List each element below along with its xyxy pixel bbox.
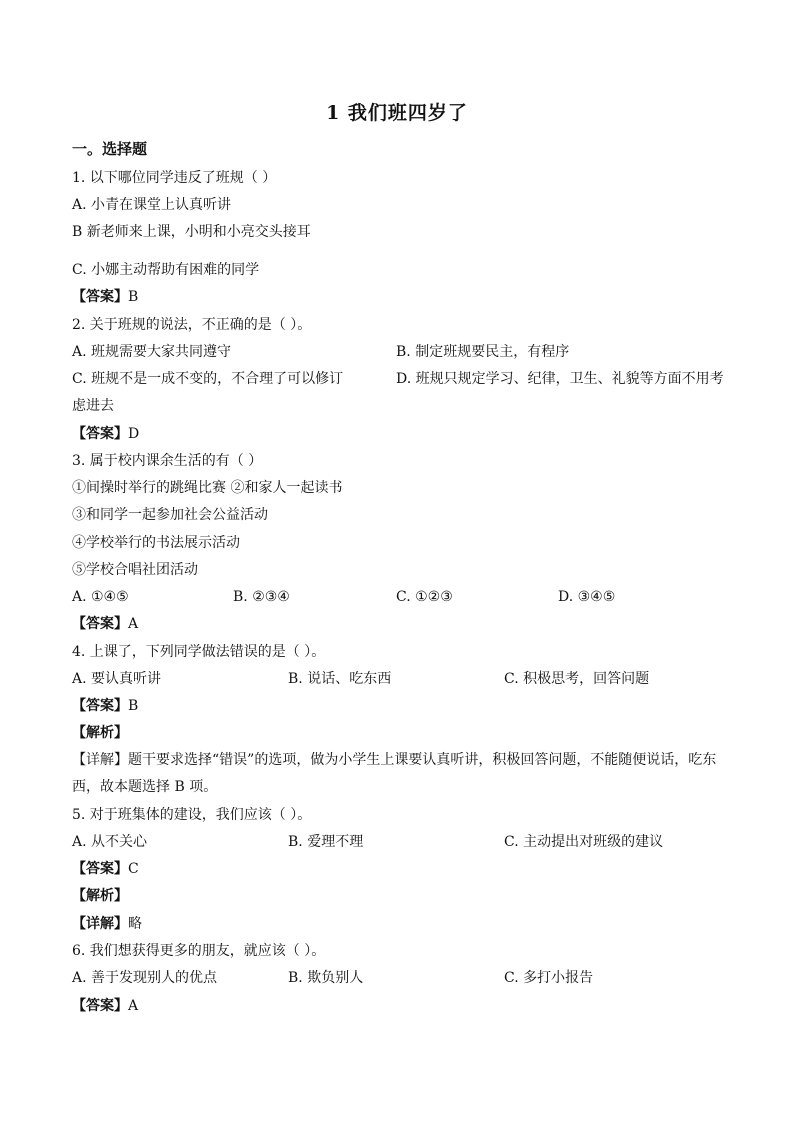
answer-value: C <box>128 861 139 877</box>
q3-option-b: B. ②③④ <box>233 589 290 605</box>
analysis-label: 【解析】 <box>72 888 128 904</box>
answer-value: D <box>128 426 140 442</box>
q4-analysis <box>72 723 128 743</box>
q1-option-b: B 新老师来上课，小明和小亮交头接耳 <box>72 224 311 240</box>
q2-stem: 2. 关于班规的说法，不正确的是（ ）。 <box>72 317 312 333</box>
q4-option-b: B. 说话、吃东西 <box>288 671 392 687</box>
q1-stem: 1. 以下哪位同学违反了班规（ ） <box>72 170 277 186</box>
detail-text: 略 <box>128 916 142 932</box>
q3-option-a: A. ①④⑤ <box>72 589 129 605</box>
q5-option-b: B. 爱理不理 <box>288 834 364 850</box>
q2-option-d: D. 班规只规定学习、纪律，卫生、礼貌等方面不用考 <box>396 371 724 387</box>
q4-answer <box>72 696 138 716</box>
answer-label: 【答案】 <box>72 998 128 1014</box>
q3-stem: 3. 属于校内课余生活的有（ ） <box>72 453 263 469</box>
q5-answer <box>72 859 139 879</box>
q4-option-a: A. 要认真听讲 <box>72 671 162 687</box>
q3-item-1: ①间操时举行的跳绳比赛 ②和家人一起读书 <box>72 480 343 496</box>
detail-label: 【详解】 <box>72 752 128 768</box>
q6-option-b: B. 欺负别人 <box>288 970 364 986</box>
answer-value: A <box>128 616 139 632</box>
answer-value: A <box>128 998 139 1014</box>
q6-answer <box>72 996 138 1016</box>
q5-option-c: C. 主动提出对班级的建议 <box>504 834 664 850</box>
answer-label: 【答案】 <box>72 616 128 632</box>
q5-option-a: A. 从不关心 <box>72 834 148 850</box>
q3-item-4: ⑤学校合唱社团活动 <box>72 562 198 578</box>
q2-option-a: A. 班规需要大家共同遵守 <box>72 344 232 360</box>
q3-answer <box>72 614 138 634</box>
q2-answer <box>72 424 139 444</box>
q2-option-d-continued: 虑进去 <box>72 398 114 414</box>
q3-option-c: C. ①②③ <box>396 589 453 605</box>
answer-label: 【答案】 <box>72 289 128 305</box>
answer-label: 【答案】 <box>72 698 128 714</box>
q4-option-c: C. 积极思考，回答问题 <box>504 671 650 687</box>
q5-detail <box>72 914 142 934</box>
answer-label: 【答案】 <box>72 861 128 877</box>
q2-option-c: C. 班规不是一成不变的，不合理了可以修订 <box>72 371 344 387</box>
q3-item-3: ④学校举行的书法展示活动 <box>72 535 240 551</box>
q3-option-d: D. ③④⑤ <box>558 589 616 605</box>
q2-option-b: B. 制定班规要民主，有程序 <box>396 344 570 360</box>
q5-analysis <box>72 886 128 906</box>
q4-stem: 4. 上课了，下列同学做法错误的是（ ）。 <box>72 644 326 660</box>
q6-option-a: A. 善于发现别人的优点 <box>72 970 218 986</box>
q1-option-c: C. 小娜主动帮助有困难的同学 <box>72 262 260 278</box>
q4-detail <box>72 747 724 801</box>
detail-label: 【详解】 <box>72 916 128 932</box>
answer-value: B <box>128 698 139 714</box>
q1-option-a: A. 小青在课堂上认真听讲 <box>72 197 232 213</box>
q5-stem: 5. 对于班集体的建设，我们应该（ ）。 <box>72 807 312 823</box>
section-heading: 一。选择题 <box>72 140 148 158</box>
q3-item-2: ③和同学一起参加社会公益活动 <box>72 507 268 523</box>
page-title: 1 我们班四岁了 <box>326 102 468 124</box>
q6-stem: 6. 我们想获得更多的朋友，就应该（ ）。 <box>72 943 326 959</box>
detail-text: 题干要求选择“错误”的选项，做为小学生上课要认真听讲，积极回答问题，不能随便说话，吃东西，故本题选择 B 项。 <box>72 752 717 795</box>
answer-label: 【答案】 <box>72 426 128 442</box>
answer-value: B <box>128 289 139 305</box>
q6-option-c: C. 多打小报告 <box>504 970 594 986</box>
analysis-label: 【解析】 <box>72 725 128 741</box>
q1-answer <box>72 287 138 307</box>
